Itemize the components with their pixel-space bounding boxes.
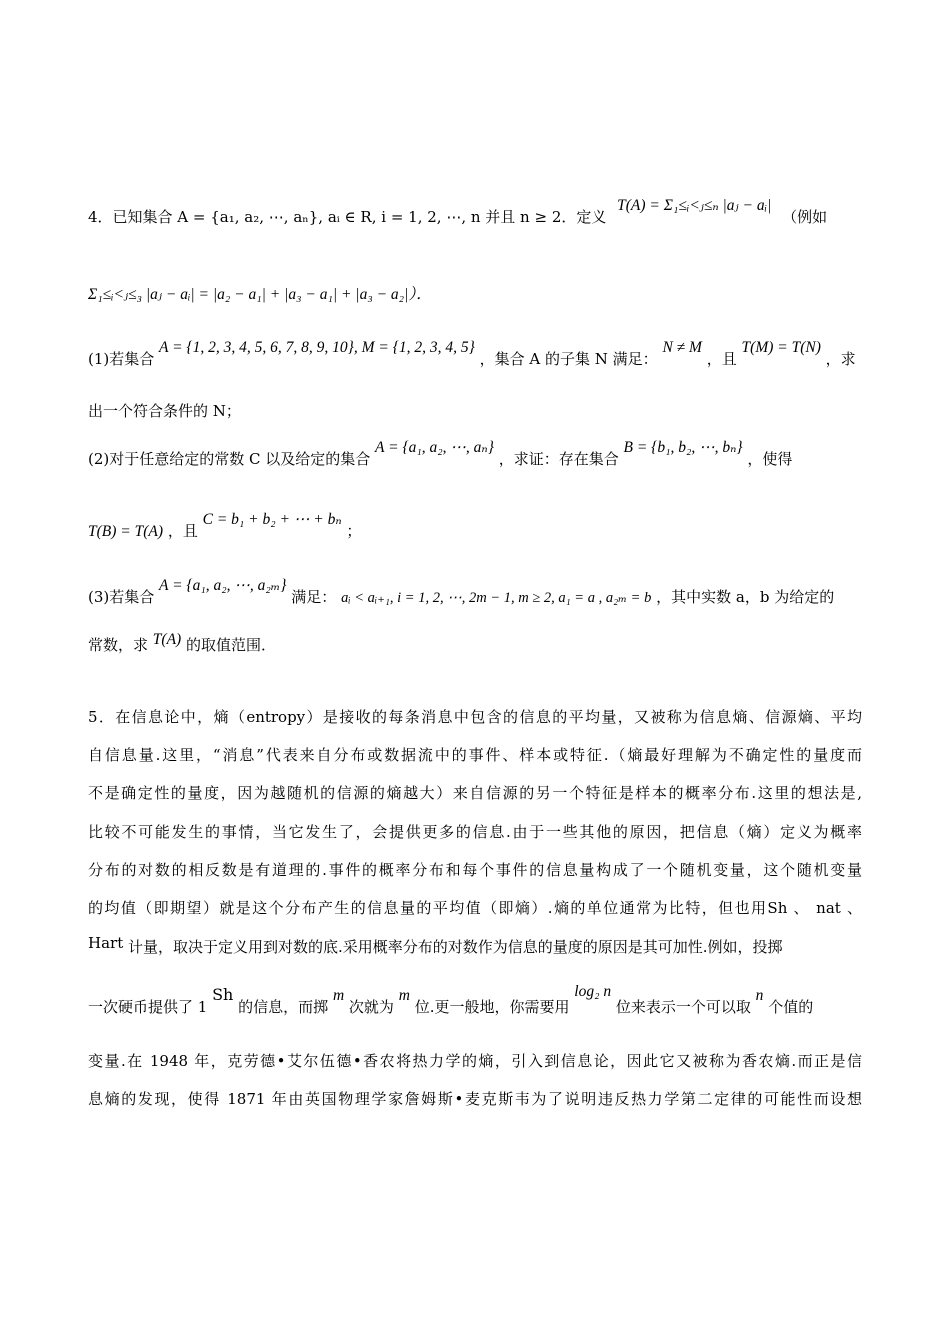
question3-line1 [88,577,862,607]
question3-mid: 满足： [291,588,337,606]
question2-and: ，且 [167,522,198,540]
question3-set: A = {a₁, a₂, ⋯, a₂ₘ} [159,577,287,594]
question1-and: ，且 [706,350,737,368]
question1-start: (1)若集合 [88,350,155,368]
question2-set-a: A = {a₁, a₂, ⋯, aₙ} [375,439,494,456]
problem5-line: 自信息量.这里，“消息”代表来自分布或数据流中的事件、样本或特征.（熵最好理解为不确定性的量度而 [88,746,862,764]
l8-c: 的信息，而掷 [238,998,329,1016]
question3-cont-c: 的取值范围． [186,636,277,654]
problem4-intro: 4．已知集合 A = {a₁, a₂, ⋯, aₙ}, aᵢ ∈ R, i = 1, 2, ⋯, n 并且 n ≥ 2．定义 [88,208,607,226]
question1-neq: N ≠ M [662,339,702,356]
problem5-line: 的均值（即期望）就是这个分布产生的信息量的平均值（即熵）.熵的单位通常为比特，但也用Sh 、 nat 、 [88,899,862,917]
question1-eq: T(M) = T(N) [741,339,821,356]
question2-tb-eq: T(B) = T(A) [88,523,164,540]
question2-set-b: B = {b₁, b₂, ⋯, bₙ} [623,439,743,456]
question1-line2 [88,400,862,421]
l8-g: 位.更一般地，你需要用 [414,998,570,1016]
unit-hart: Hart [88,934,124,952]
question1-line1 [88,339,862,369]
problem4-example-open: （例如 [782,208,828,226]
question3-ta: T(A) [152,631,182,648]
question1-mid: ，集合 A 的子集 N 满足： [479,350,658,368]
question2-sum: C = b₁ + b₂ + ⋯ + bₙ [202,511,342,528]
question3-cont-a: 常数，求 [88,636,149,654]
question3-start: (3)若集合 [88,588,155,606]
problem5-line7 [88,936,862,957]
problem5-line: 5．在信息论中，熵（entropy）是接收的每条消息中包含的信息的平均量，又被称为信息熵、信源熵、平均 [88,708,862,726]
problem4-example-formula: Σ₁≤ᵢ<ⱼ≤₃ |aⱼ − aᵢ| = |a₂ − a₁| + |a₃ − a₁| + |a₃ − a₂|）． [88,286,432,303]
question3-end: ，其中实数 a，b 为给定的 [656,588,835,606]
var-m: m [332,987,345,1004]
problem5-line: 不是确定性的量度，因为越随机的信源的熵越大）来自信源的另一个特征是样本的概率分布.这里的想法是, [88,784,862,802]
problem4-line1 [88,197,862,227]
question3-conditions: aᵢ < aᵢ₊₁, i = 1, 2, ⋯, 2m − 1, m ≥ 2, a₁ = a , a₂ₘ = b [341,590,652,606]
l8-e: 次就为 [348,998,394,1016]
problem4-line2 [88,282,862,304]
question2-start: (2)对于任意给定的常数 C 以及给定的集合 [88,450,371,468]
problem5-line: 息熵的发现，使得 1871 年由英国物理学家詹姆斯•麦克斯韦为了说明违反热力学第二定律的可能性而设想 [88,1090,862,1108]
problem5-line: 分布的对数的相反数是有道理的.事件的概率分布和每个事件的信息量构成了一个随机变量，这个随机变量 [88,861,862,879]
problem5-line: 比较不可能发生的事情，当它发生了，会提供更多的信息.由于一些其他的原因，把信息（熵）定义为概率 [88,823,862,841]
l8-a: 一次硬币提供了 1 [88,998,208,1016]
question1-cont: 出一个符合条件的 N； [88,402,241,420]
l8-i: 位来表示一个可以取 [615,998,751,1016]
var-n: n [755,987,764,1004]
log2-n: log₂ n [574,983,612,1000]
question2-line2 [88,511,862,541]
question2-mid: ，求证：存在集合 [498,450,619,468]
problem5-line7-text: 计量，取决于定义用到对数的底.采用概率分布的对数作为信息的量度的原因是其可加性.例如，投掷 [128,938,783,956]
question3-line2 [88,631,862,655]
unit-sh: Sh [212,985,234,1004]
question2-end: ，使得 [747,450,793,468]
question1-end: ，求 [825,350,856,368]
problem5-line: 变量.在 1948 年，克劳德•艾尔伍德•香农将热力学的熵，引入到信息论，因此它又被称为香农熵.而正是信 [88,1052,862,1070]
question2-line1 [88,439,862,469]
problem4-definition-formula: T(A) = Σ₁≤ᵢ<ⱼ≤ₙ |aⱼ − aᵢ| [617,197,772,214]
question2-semicolon: ； [346,522,362,540]
question1-sets: A = {1, 2, 3, 4, 5, 6, 7, 8, 9, 10}, M = {1, 2, 3, 4, 5} [159,339,475,356]
var-m-2: m [398,987,410,1004]
problem5-line8 [88,983,862,1017]
l8-k: 个值的 [768,998,814,1016]
